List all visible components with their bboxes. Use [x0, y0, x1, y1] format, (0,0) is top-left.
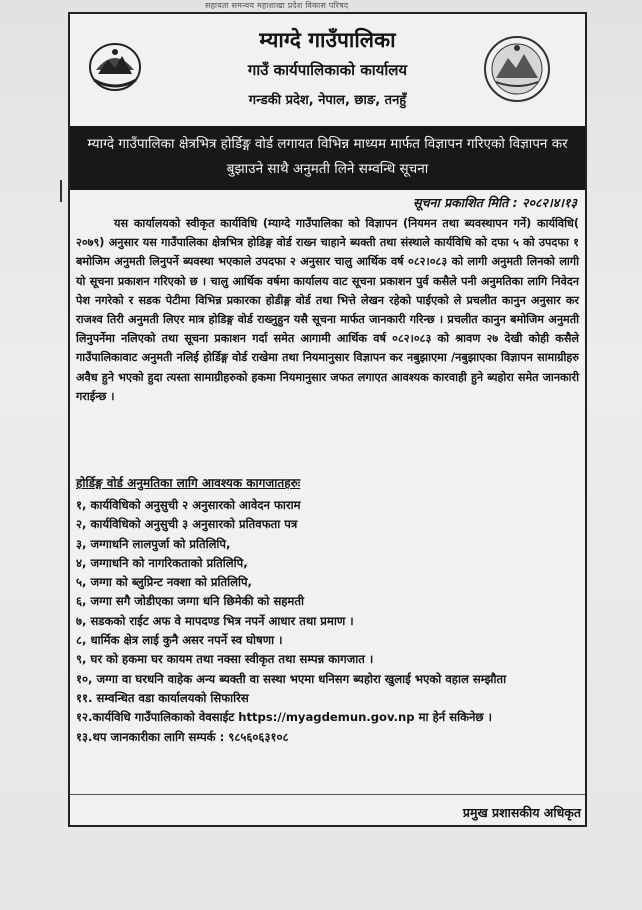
org-address: गन्डकी प्रदेश, नेपाल, छाङ, तनहुँ: [248, 93, 407, 108]
notice-headline: म्याग्दे गाउँपालिका क्षेत्रभित्र होर्डिङ्ग वोर्ड लगायत विभिन्न माध्यम मार्फत विज्ञापन गरिएको विज्ञापन कर बुझाउने साथै अनुमती लिने सम्वन्धि सूचना: [70, 126, 585, 190]
document-item: ७, सडकको राईट अफ वे मापदण्ड भित्र नपर्ने आधार तथा प्रमाण ।: [76, 613, 354, 628]
municipality-logo-icon: [482, 34, 552, 104]
document-item: ११. सम्वन्धित वडा कार्यालयको सिफारिस: [76, 690, 249, 705]
document-item: २, कार्यविधिको अनुसुची ३ अनुसारको प्रतिवफता पत्र: [76, 517, 298, 532]
org-title: म्याग्दे गाउँपालिका: [259, 28, 396, 52]
document-item: ९, घर को हकमा घर कायम तथा नक्सा स्वीकृत तथा सम्पन्न कागजात ।: [76, 652, 374, 667]
document-item: ४, जग्गाधनि को नागरिकताको प्रतिलिपि,: [76, 555, 248, 570]
public-notice: [68, 12, 587, 827]
required-documents-heading: होर्डिङ्ग वोर्ड अनुमतिका लागि आवश्यक कागजातहरुः: [76, 476, 301, 490]
document-item: ८, धार्मिक क्षेत्र लाई कुनै असर नपर्ने स्व घोषणा ।: [76, 633, 283, 648]
document-item: १२.कार्यविधि गाउँपालिकाको वेवसाईट https://myagdemun.gov.np मा हेर्न सकिनेछ ।: [76, 710, 492, 725]
document-item: १३.थप जानकारीका लागि सम्पर्क : ९८५६०६३१०८: [76, 729, 289, 744]
notice-body-text: यस कार्यालयको स्वीकृत कार्यविधि (म्याग्दे गाउँपालिका को विज्ञापन (नियमन तथा ब्यवस्थापन गर्ने) कार्यविधि( २०७९) अनुसार यस गाउँपालिका क्षेत्रभित्र होडिङ्ग वोर्ड राख्न चाहाने ब्यक्ती तथा संस्थाले कार्यविधि को दफा ५ को उपदफा १ बमोजिम अनुमती लिनुपर्ने ब्यवस्था भएकाले उपदफा २ अनुसार चालु आर्थिक वर्ष ०८२।०८३ को लागी अनुमती लिनको लागी यो सूचना प्रकाशन गरिएको छ । चालु आर्थिक वर्षमा कार्यालय वाट सूचना प्रकाशन पुर्व कसैले पनी अनुमतिका लागि निवेदन पेश नगरेको र सडक पेटीमा विभिन्न प्रकारका होडीङ्ग वोर्ड तथा भित्ते लेखन रहेको पाईएको ले प्रचलीत कानुन अनुसार कर राजश्व तिरी अनुमती लिएर मात्र होडिङ्ग वोर्ड राख्नुहुन यसै सूचना मार्फत जानकारी गरिन्छ । प्रचलीत कानुन बमोजिम अनुमती लिनुपर्नेमा नलिएको तथा सूचना प्रकाशन गर्दा समेत आगामी आर्थिक वर्ष ०८२।०८३ को श्रावण २७ देखी कोही कसैले गाउँपालिकावाट अनुमती नलिई होर्डिङ्ग वोर्ड राखेमा तथा नियमानुसार विज्ञापन कर नबुझाएमा /नबुझाएका विज्ञापन सामाग्रीहरु अवैध हुने भएको हुदा त्यस्ता सामाग्रीहरुको हकमा नियमानुसार जफत लगाएत आवश्यक कारवाही हुने ब्यहोरा समेत जानकारी गराईन्छ ।: [76, 217, 579, 403]
published-date: सूचना प्रकाशित मिति : २०८२।४।१३: [413, 195, 577, 210]
notice-body: [76, 214, 579, 406]
notice-header: [70, 14, 585, 124]
org-subtitle: गाउँ कार्यपालिकाको कार्यालय: [247, 61, 408, 79]
signatory-title: प्रमुख प्रशासकीय अधिकृत: [462, 805, 581, 820]
required-documents-list: [76, 496, 581, 747]
signature-divider: [70, 794, 585, 795]
document-item: ५, जग्गा को ब्लुप्रिन्ट नक्शा को प्रतिलिपि,: [76, 575, 252, 590]
top-clipped-header: सहायता समन्वय महाशाखा प्रदेश विकास परिषद: [205, 1, 349, 10]
document-item: १, कार्यविधिको अनुसुची २ अनुसारको आवेदन फाराम: [76, 498, 301, 512]
document-item: १०, जग्गा वा घरधनि वाहेक अन्य ब्यक्ती वा सस्था भएमा धनिसग ब्यहोरा खुलाई भएको वहाल सम्झौता: [76, 671, 507, 686]
margin-mark: [60, 180, 66, 202]
document-item: ६, जग्गा सगै जोडीएका जग्गा धनि छिमेकी को सहमती: [76, 594, 304, 609]
document-item: ३, जग्गाधनि लालपुर्जा को प्रतिलिपि,: [76, 536, 231, 551]
